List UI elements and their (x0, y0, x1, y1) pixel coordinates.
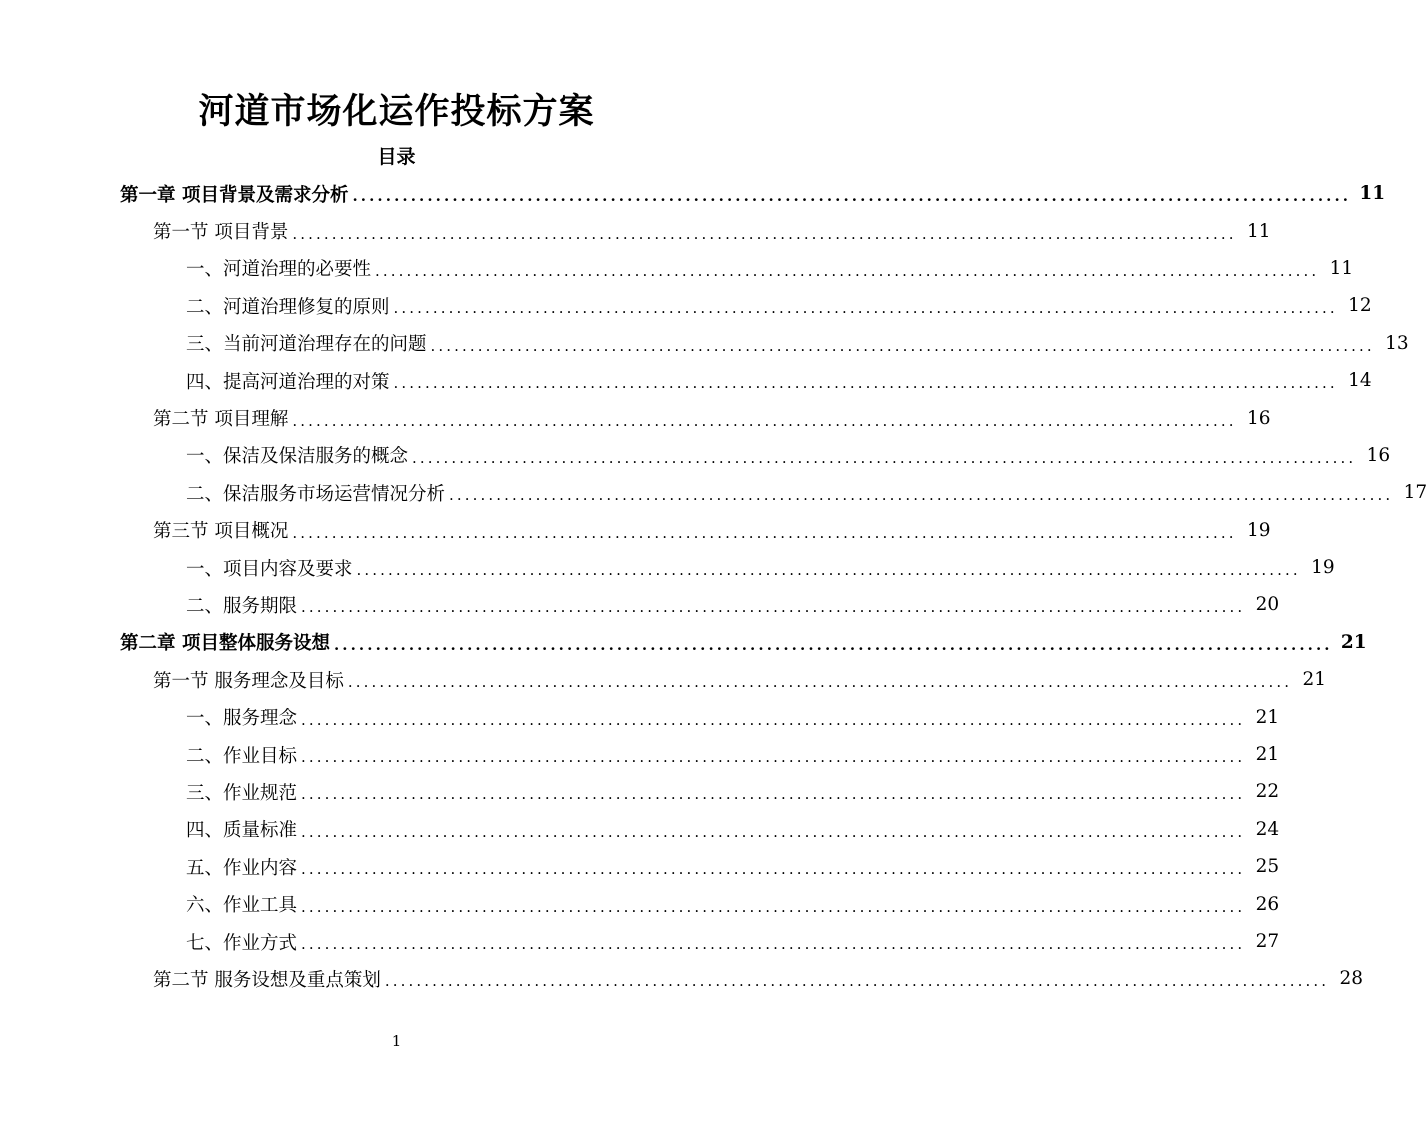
toc-entry[interactable] (0, 250, 1354, 287)
toc-entry-page: 21 (1255, 706, 1280, 728)
toc-entry-page: 11 (1359, 183, 1386, 205)
toc-entry-label: 四、提高河道治理的对策 (186, 371, 390, 393)
toc-dot-leader: ........................................................................................................................ (333, 635, 1333, 654)
toc-entry-page: 14 (1348, 370, 1372, 392)
toc-entry-page: 13 (1385, 332, 1409, 354)
toc-entry[interactable] (0, 624, 1367, 661)
toc-entry[interactable] (0, 885, 1280, 922)
toc-entry-page: 25 (1255, 856, 1280, 878)
toc-dot-leader: ........................................................................................................................ (292, 411, 1237, 430)
toc-heading: 目录 (377, 146, 416, 168)
toc-dot-leader: ........................................................................................................................ (301, 822, 1246, 841)
document-title: 河道市场化运作投标方案 (198, 91, 595, 132)
toc-entry-page: 20 (1255, 594, 1280, 616)
toc-dot-leader: ........................................................................................................................ (430, 336, 1375, 355)
toc-dot-leader: ........................................................................................................................ (412, 448, 1357, 467)
toc-entry-page: 19 (1247, 519, 1271, 541)
toc-dot-leader: ........................................................................................................................ (301, 860, 1246, 879)
toc-dot-leader: ........................................................................................................................ (352, 187, 1352, 206)
toc-entry[interactable] (0, 923, 1280, 960)
toc-dot-leader: ........................................................................................................................ (301, 935, 1246, 953)
toc-entry[interactable] (0, 661, 1327, 698)
toc-entry[interactable] (0, 549, 1335, 586)
toc-dot-leader: ........................................................................................................................ (347, 673, 1293, 692)
toc-entry[interactable] (0, 773, 1280, 810)
toc-entry-label: 三、当前河道治理存在的问题 (186, 334, 427, 356)
toc-entry-page: 16 (1366, 444, 1391, 466)
table-of-contents (0, 175, 1427, 998)
toc-entry-label: 第二节 服务设想及重点策划 (153, 969, 381, 991)
toc-entry-page: 22 (1255, 781, 1280, 803)
toc-entry[interactable] (0, 811, 1280, 848)
toc-entry-label: 六、作业工具 (186, 895, 298, 917)
toc-entry-page: 17 (1403, 482, 1427, 504)
toc-entry[interactable] (0, 848, 1280, 885)
toc-entry-label: 第一节 服务理念及目标 (153, 670, 344, 692)
toc-entry[interactable] (0, 287, 1372, 324)
toc-entry[interactable] (0, 175, 1386, 212)
toc-entry-label: 二、作业目标 (186, 745, 298, 767)
toc-entry-label: 五、作业内容 (186, 857, 298, 879)
toc-entry-label: 第一节 项目背景 (153, 222, 289, 244)
toc-entry-page: 11 (1247, 220, 1271, 242)
toc-entry[interactable] (0, 399, 1271, 436)
toc-entry-page: 21 (1302, 669, 1327, 691)
toc-entry-label: 七、作业方式 (186, 932, 298, 954)
toc-dot-leader: ........................................................................................................................ (292, 224, 1237, 243)
toc-entry-label: 一、保洁及保洁服务的概念 (186, 446, 409, 468)
toc-entry-label: 一、项目内容及要求 (186, 558, 353, 580)
toc-dot-leader: ........................................................................................................................ (301, 710, 1246, 729)
toc-dot-leader: ........................................................................................................................ (393, 374, 1338, 393)
toc-entry-label: 二、保洁服务市场运营情况分析 (186, 483, 446, 505)
toc-dot-leader: ........................................................................................................................ (356, 561, 1301, 580)
toc-entry[interactable] (0, 437, 1391, 474)
toc-entry-label: 四、质量标准 (186, 820, 298, 842)
toc-entry-label: 二、服务期限 (186, 595, 298, 617)
toc-entry[interactable] (0, 586, 1280, 623)
toc-entry[interactable] (0, 474, 1427, 511)
toc-entry-label: 第三节 项目概况 (153, 521, 289, 543)
toc-entry-page: 21 (1340, 631, 1367, 653)
toc-dot-leader: ........................................................................................................................ (375, 261, 1320, 280)
toc-entry-page: 27 (1255, 931, 1280, 952)
toc-dot-leader: ........................................................................................................................ (384, 972, 1330, 991)
toc-entry-page: 24 (1255, 818, 1280, 840)
toc-dot-leader: ........................................................................................................................ (301, 748, 1246, 767)
toc-entry[interactable] (0, 325, 1409, 362)
toc-entry-label: 三、作业规范 (186, 782, 298, 804)
toc-entry[interactable] (0, 212, 1271, 249)
page-number: 1 (391, 1032, 402, 1050)
toc-entry-label: 二、河道治理修复的原则 (186, 296, 390, 318)
toc-dot-leader: ........................................................................................................................ (301, 897, 1246, 916)
toc-entry-label: 一、河道治理的必要性 (186, 259, 372, 281)
toc-entry[interactable] (0, 960, 1364, 997)
toc-dot-leader: ........................................................................................................................ (301, 785, 1246, 804)
toc-entry-label: 第二章 项目整体服务设想 (120, 633, 330, 655)
toc-entry-page: 11 (1329, 257, 1354, 279)
toc-entry-label: 第二节 项目理解 (153, 409, 289, 431)
toc-entry-label: 第一章 项目背景及需求分析 (120, 184, 349, 206)
toc-dot-leader: ........................................................................................................................ (449, 486, 1394, 505)
toc-entry[interactable] (0, 512, 1271, 549)
toc-entry-label: 一、服务理念 (186, 708, 298, 730)
toc-entry-page: 26 (1255, 893, 1280, 915)
toc-dot-leader: ........................................................................................................................ (393, 299, 1338, 318)
toc-entry[interactable] (0, 736, 1280, 773)
toc-entry-page: 19 (1311, 557, 1335, 579)
toc-entry-page: 28 (1339, 968, 1364, 990)
toc-dot-leader: ........................................................................................................................ (292, 523, 1237, 542)
toc-entry[interactable] (0, 698, 1280, 735)
toc-entry-page: 12 (1348, 295, 1372, 317)
toc-entry[interactable] (0, 362, 1372, 399)
toc-entry-page: 16 (1247, 407, 1271, 429)
toc-entry-page: 21 (1255, 744, 1280, 766)
toc-dot-leader: ........................................................................................................................ (301, 598, 1246, 617)
